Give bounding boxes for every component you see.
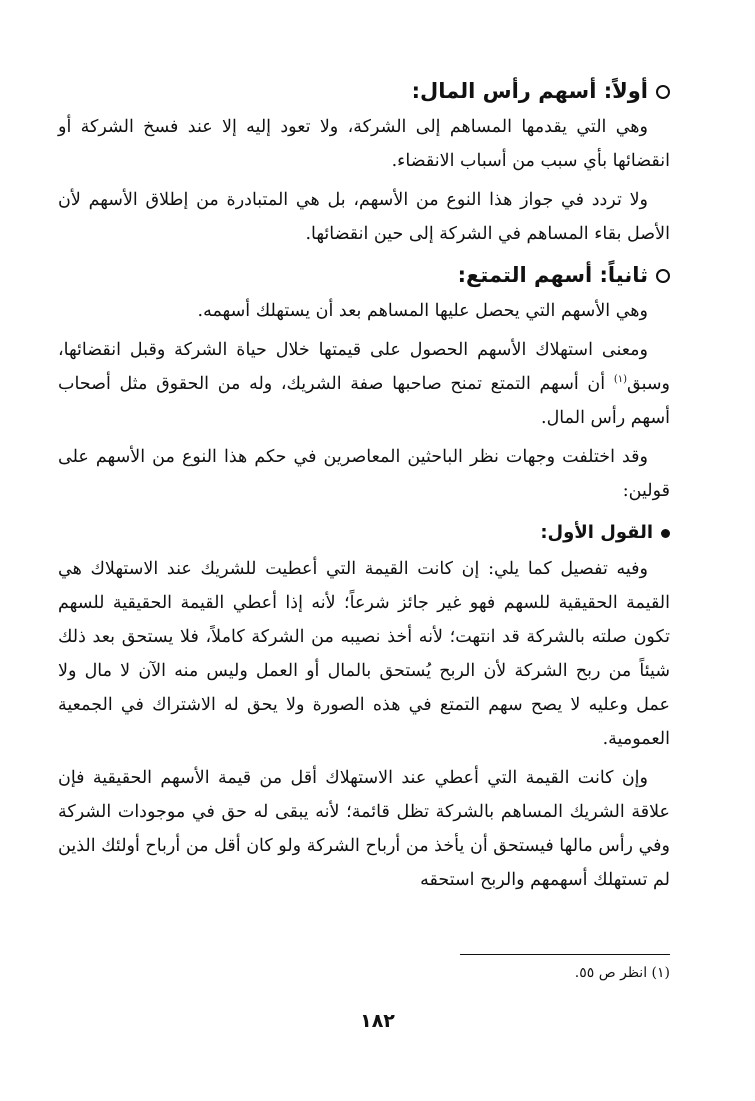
paragraph-text: ومعنى استهلاك الأسهم الحصول على قيمتها خلال حياة الشركة وقبل انقضائها، وسبق bbox=[58, 340, 670, 394]
paragraph: وقد اختلفت وجهات نظر الباحثين المعاصرين في حكم هذا النوع من الأسهم على قولين: bbox=[58, 447, 670, 501]
footnote-divider bbox=[460, 954, 670, 955]
section-heading-capital-shares bbox=[58, 72, 670, 110]
subheading-first-opinion bbox=[58, 516, 670, 550]
circle-bullet-icon bbox=[656, 269, 670, 283]
footnote-reference: (١) bbox=[613, 374, 627, 386]
section-heading-text: أولاً: أسهم رأس المال: bbox=[411, 79, 648, 103]
paragraph-text: أن أسهم التمتع تمنح صاحبها صفة الشريك، وله من الحقوق مثل أصحاب أسهم رأس المال. bbox=[58, 374, 670, 428]
page-body bbox=[58, 72, 670, 902]
footnote: (١) انظر ص ٥٥. bbox=[574, 965, 670, 981]
paragraph-with-reference bbox=[58, 333, 670, 435]
page-number: ١٨٢ bbox=[360, 1010, 395, 1032]
paragraph: وفيه تفصيل كما يلي: إن كانت القيمة التي أعطيت للشريك عند الاستهلاك هي القيمة الحقيقية للسهم فهو غير جائز شرعاً؛ لأنه إذا أعطي القيمة الحقيقية للسهم تكون صلته بالشركة قد انتهت؛ لأنه أخذ نصيبه من الشركة كاملاً، فلا يستحق بعد ذلك شيئاً من ربح الشركة لأن الربح يُستحق بالمال أو العمل وليس منه الآن لا مال ولا عمل وعليه لا يصح سهم التمتع في هذه الصورة ولا يحق له الاشتراك في الجمعية العمومية. bbox=[58, 559, 670, 749]
section-heading-text: ثانياً: أسهم التمتع: bbox=[457, 263, 648, 287]
paragraph: وهي التي يقدمها المساهم إلى الشركة، ولا تعود إليه إلا عند فسخ الشركة أو انقضائها بأي سبب من أسباب الانقضاء. bbox=[58, 117, 670, 171]
circle-bullet-icon bbox=[656, 85, 670, 99]
paragraph: ولا تردد في جواز هذا النوع من الأسهم، بل هي المتبادرة من إطلاق الأسهم لأن الأصل بقاء المساهم في الشركة إلى حين انقضائها. bbox=[58, 190, 670, 244]
dot-bullet-icon bbox=[661, 529, 670, 538]
subheading-text: القول الأول: bbox=[540, 522, 653, 543]
paragraph: وإن كانت القيمة التي أعطي عند الاستهلاك أقل من قيمة الأسهم الحقيقية فإن علاقة الشريك المساهم بالشركة تظل قائمة؛ لأنه يبقى له حق في موجودات الشركة وفي رأس مالها فيستحق أن يأخذ من أرباح الشركة ولو كان أقل من أرباح أولئك الذين لم تستهلك أسهمهم والربح استحقه bbox=[58, 768, 670, 890]
paragraph: وهي الأسهم التي يحصل عليها المساهم بعد أن يستهلك أسهمه. bbox=[197, 301, 648, 321]
section-heading-enjoyment-shares bbox=[58, 256, 670, 294]
